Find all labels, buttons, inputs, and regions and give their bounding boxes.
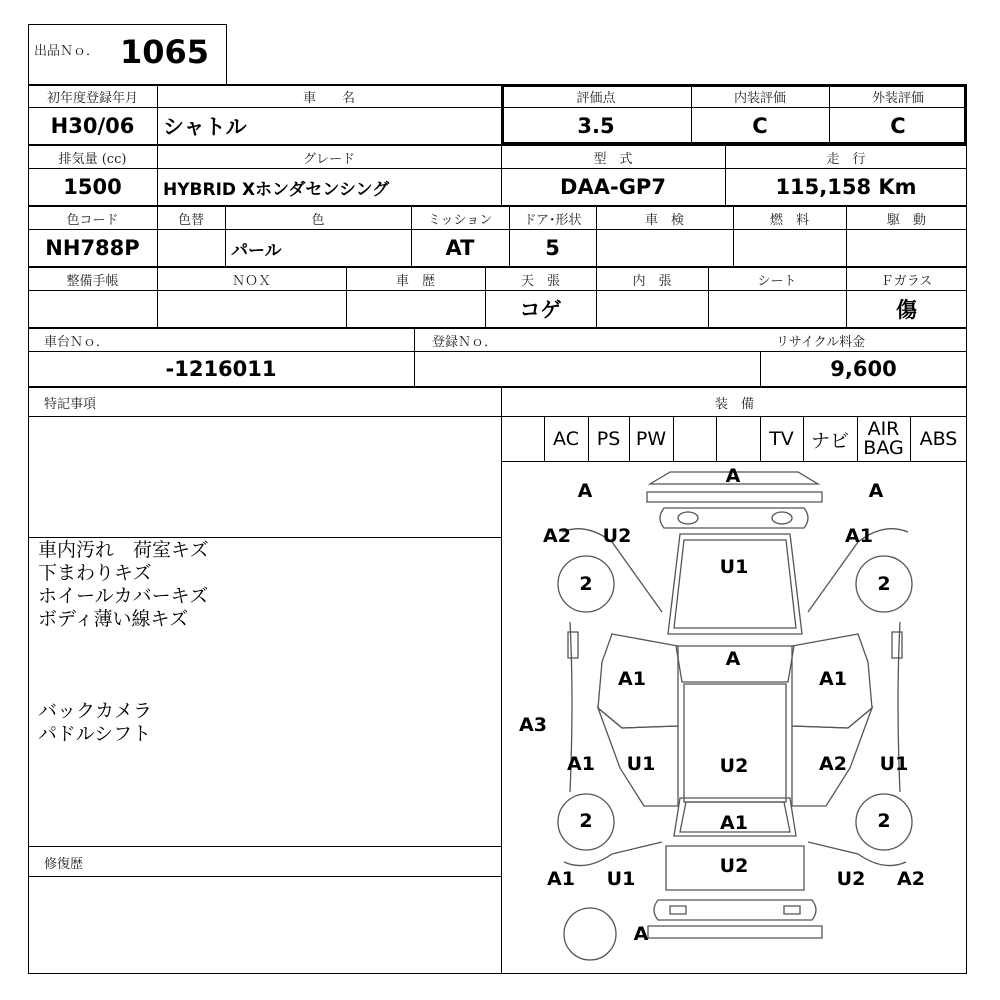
drive-label: 駆 動: [886, 212, 926, 228]
chassis-label: 車台Ｎｏ．: [44, 334, 110, 350]
repair-label: 修復歴: [44, 856, 84, 872]
exterior-value: C: [890, 114, 906, 138]
f-glass-value: 傷: [896, 298, 917, 322]
model-label: 型 式: [593, 151, 633, 167]
fuel-label: 燃 料: [769, 212, 809, 228]
damage-mark: 2: [579, 810, 593, 832]
first-reg-label: 初年度登録年月: [46, 90, 138, 106]
color-value: パール: [231, 240, 282, 261]
damage-mark: A2: [897, 868, 925, 890]
lot-number-label: 出品Ｎｏ．: [34, 43, 100, 59]
drive-value: [846, 230, 967, 266]
ceiling-value: コゲ: [519, 298, 562, 322]
remark-line: ボディ薄い線キズ: [38, 608, 189, 630]
nox-label: ＮＯＸ: [231, 273, 271, 289]
fuel-value: [733, 230, 846, 266]
damage-mark: U2: [602, 525, 632, 547]
maintenance-value: [28, 291, 157, 327]
history-label: 車 歴: [395, 273, 435, 289]
remarks-notes-2: [38, 700, 493, 746]
remark-line: 下まわりキズ: [38, 562, 152, 584]
damage-mark: U1: [879, 753, 909, 775]
seat-label: シート: [757, 273, 797, 289]
inspection-label: 車 検: [644, 212, 684, 228]
equipment-navi: ナビ: [810, 429, 849, 452]
equipment-airbag: AIR BAG: [863, 418, 904, 459]
inspection-value: [596, 230, 733, 266]
exterior-label: 外装評価: [871, 90, 924, 106]
damage-mark: A1: [547, 868, 575, 890]
grade-value: HYBRID Xホンダセンシング: [163, 179, 390, 200]
equipment-slot-1: [502, 417, 544, 461]
mileage-value: 115,158 Km: [775, 175, 917, 199]
model-value: DAA-GP7: [560, 175, 666, 199]
score-value: 3.5: [577, 114, 615, 138]
repair-value: [28, 877, 501, 973]
color-code-value: NH788P: [45, 236, 140, 260]
damage-mark: A1: [720, 812, 748, 834]
chassis-value: -1216011: [165, 357, 277, 381]
equipment-slot-6: [716, 417, 760, 461]
equipment-label: 装 備: [714, 396, 754, 412]
remark-line: ホイールカバーキズ: [38, 585, 209, 607]
score-label: 評価点: [576, 90, 616, 106]
f-glass-label: Ｆガラス: [880, 273, 933, 289]
doors-value: 5: [545, 236, 560, 260]
damage-mark: A2: [543, 525, 571, 547]
color-change-label: 色替: [177, 212, 204, 228]
remarks-label: 特記事項: [44, 396, 97, 412]
displacement-label: 排気量 (cc): [58, 151, 127, 167]
damage-mark: A1: [618, 668, 646, 690]
equipment-ac: AC: [553, 428, 579, 450]
lot-number-value: 1065: [120, 33, 210, 71]
damage-mark: 2: [877, 573, 891, 595]
grade-label: グレード: [302, 151, 355, 167]
color-label: 色: [311, 212, 325, 228]
history-value: [346, 291, 485, 327]
car-name-label: 車 名: [302, 90, 355, 106]
interior-trim-label: 内 張: [632, 273, 672, 289]
seat-value: [708, 291, 846, 327]
remarks-notes-1: [38, 539, 493, 631]
remark-line: バックカメラ: [38, 700, 153, 722]
registration-value: [414, 352, 760, 386]
mission-label: ミッション: [427, 212, 493, 228]
damage-mark: A2: [819, 753, 847, 775]
first-reg-value: H30/06: [50, 114, 135, 138]
interior-trim-value: [596, 291, 708, 327]
damage-mark: A1: [567, 753, 595, 775]
car-name-value: シャトル: [163, 115, 247, 139]
damage-mark: U2: [719, 755, 749, 777]
color-change-value: [157, 230, 225, 266]
interior-value: C: [752, 114, 768, 138]
ceiling-label: 天 張: [520, 273, 560, 289]
equipment-ps: PS: [596, 428, 621, 450]
damage-mark: A: [725, 648, 741, 670]
equipment-tv: TV: [769, 428, 794, 450]
damage-mark: A: [633, 923, 649, 945]
damage-mark: U2: [836, 868, 866, 890]
damage-mark: A: [577, 480, 593, 502]
interior-label: 内装評価: [733, 90, 786, 106]
nox-value: [157, 291, 346, 327]
mileage-label: 走 行: [826, 151, 866, 167]
damage-mark: 2: [579, 573, 593, 595]
damage-mark: A: [725, 465, 741, 487]
damage-mark: A: [868, 480, 884, 502]
damage-mark: U2: [719, 855, 749, 877]
equipment-slot-5: [673, 417, 716, 461]
remark-line: 車内汚れ 荷室キズ: [38, 539, 209, 561]
displacement-value: 1500: [63, 175, 122, 199]
recycle-value: 9,600: [830, 357, 897, 381]
remark-line: パドルシフト: [38, 723, 152, 745]
registration-label: 登録Ｎｏ．: [432, 334, 498, 350]
damage-mark: A3: [519, 714, 547, 736]
doors-label: ドア･形状: [523, 212, 582, 228]
damage-mark: 2: [877, 810, 891, 832]
recycle-label: リサイクル料金: [776, 334, 866, 350]
color-code-label: 色コード: [66, 212, 119, 228]
mission-value: AT: [445, 236, 475, 260]
equipment-pw: PW: [635, 428, 667, 450]
car-diagram: [502, 462, 966, 973]
damage-mark: A1: [845, 525, 873, 547]
maintenance-label: 整備手帳: [66, 273, 119, 289]
damage-mark: U1: [626, 753, 656, 775]
damage-mark: A1: [819, 668, 847, 690]
equipment-abs: ABS: [919, 428, 958, 450]
damage-mark: U1: [606, 868, 636, 890]
damage-mark: U1: [719, 556, 749, 578]
